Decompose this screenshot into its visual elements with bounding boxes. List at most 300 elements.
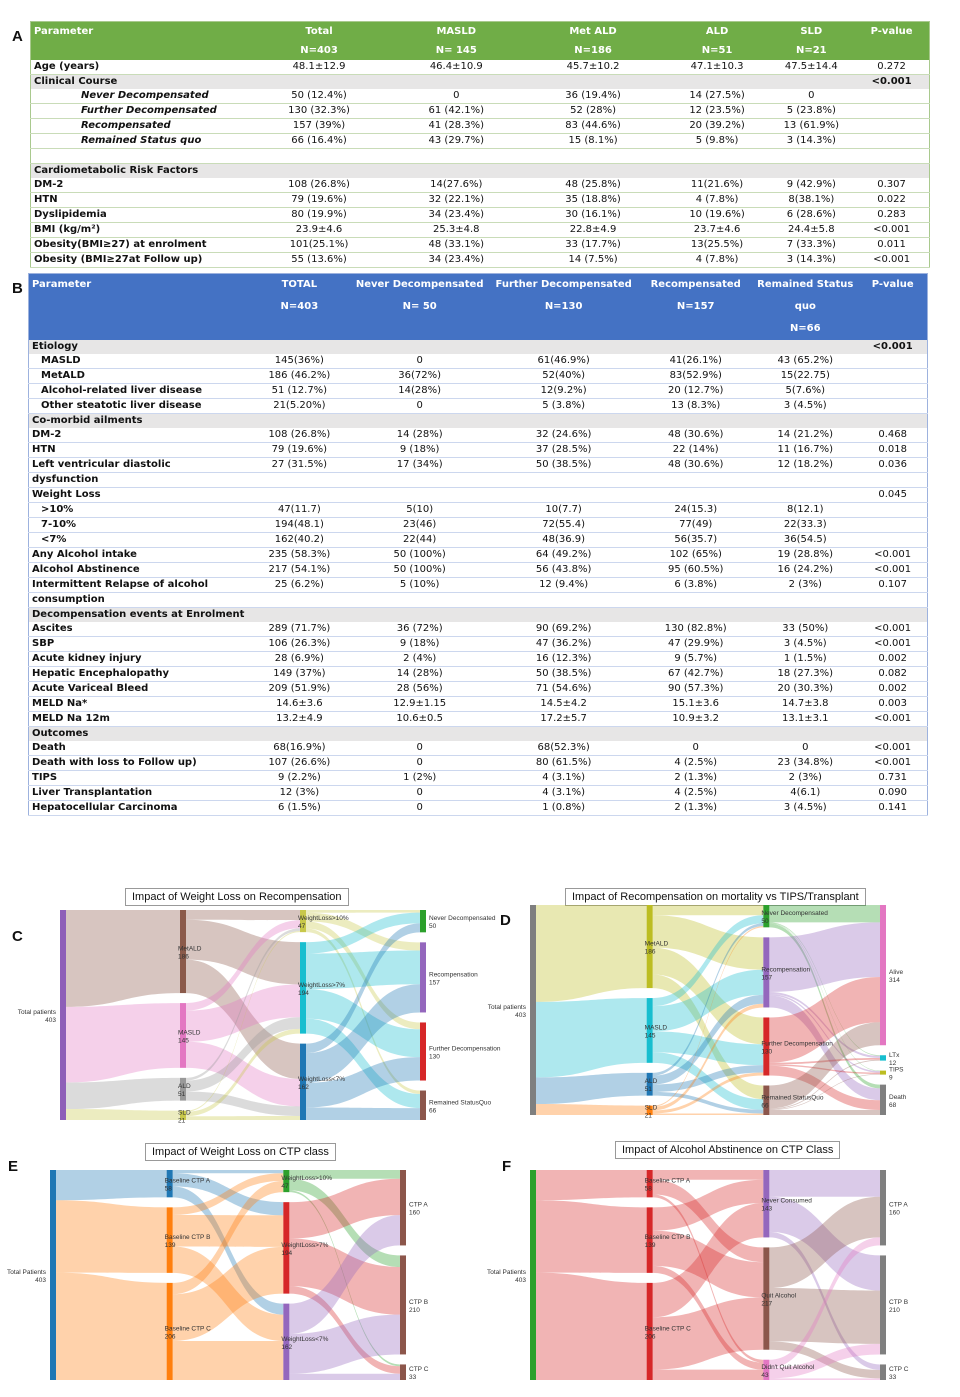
- sankey-link: [653, 1113, 764, 1115]
- sankey-node-value: 9: [889, 1074, 893, 1082]
- cell-value: 8(38.1%): [768, 193, 854, 208]
- header-cell: N=21: [768, 41, 854, 60]
- sankey-node-label: WeightLoss>7%: [281, 1241, 329, 1249]
- cell-value: 50 (100%): [351, 548, 488, 563]
- sankey-node-value: 194: [298, 989, 309, 997]
- sankey-node-label: Never Decompensated: [429, 915, 496, 923]
- cell-value: 5 (3.8%): [488, 399, 639, 414]
- cell-value: 0.002: [858, 652, 927, 667]
- sankey-node: [880, 1170, 886, 1245]
- sankey-link: [56, 1200, 167, 1273]
- sankey-node-value: 194: [281, 1249, 293, 1257]
- table-row: [29, 369, 928, 384]
- cell-value: 130 (82.8%): [639, 622, 752, 637]
- cell-value: 14.7±3.8: [752, 697, 858, 712]
- cell-value: [854, 89, 929, 104]
- cell-value: <0.001: [858, 741, 927, 756]
- header-cell: P-value: [854, 22, 929, 42]
- sankey-node: [420, 942, 426, 1012]
- sankey-link: [289, 1374, 400, 1380]
- cell-value: 50 (12.4%): [246, 89, 392, 104]
- header-cell: SLD: [768, 22, 854, 42]
- sankey-node-label: Further Decompensation: [429, 1045, 501, 1053]
- cell-value: 0: [351, 801, 488, 816]
- row-label: Clinical Course: [31, 75, 246, 90]
- cell-value: 12 (9.4%): [488, 578, 639, 593]
- cell-value: 6 (1.5%): [247, 801, 351, 816]
- sankey-link: [536, 1273, 647, 1380]
- sankey-node-label: CTP B: [409, 1298, 429, 1306]
- cell-value: [392, 149, 520, 164]
- row-label: Any Alcohol intake: [29, 548, 248, 563]
- cell-value: [246, 75, 392, 90]
- header-cell: Parameter: [31, 22, 246, 42]
- cell-value: [854, 164, 929, 179]
- cell-value: 47 (36.2%): [488, 637, 639, 652]
- cell-value: 50 (100%): [351, 563, 488, 578]
- cell-value: 3 (4.5%): [752, 399, 858, 414]
- table-row: [29, 727, 928, 742]
- sankey-title: Impact of Weight Loss on Recompensation: [125, 888, 349, 906]
- sankey-link: [186, 1116, 300, 1120]
- cell-value: [247, 488, 351, 503]
- row-label: Outcomes: [29, 727, 248, 742]
- sankey-node-value: 403: [35, 1277, 46, 1284]
- sankey-title: Impact of Recompensation on mortality vs TIPS/Transplant: [565, 888, 866, 906]
- sankey-node-label: CTP B: [889, 1298, 909, 1306]
- row-label: Never Decompensated: [31, 89, 246, 104]
- cell-value: [752, 488, 858, 503]
- cell-value: [520, 164, 665, 179]
- cell-value: 20 (30.3%): [752, 682, 858, 697]
- cell-value: [247, 473, 351, 488]
- sankey-node-label: MASLD: [178, 1029, 201, 1037]
- cell-value: 0.468: [858, 428, 927, 443]
- cell-value: [351, 473, 488, 488]
- sankey-link: [536, 1104, 647, 1115]
- cell-value: [488, 473, 639, 488]
- header-cell: N=66: [752, 318, 858, 340]
- cell-value: [752, 727, 858, 742]
- table-row: [31, 164, 930, 179]
- sankey-link: [769, 1378, 880, 1380]
- cell-value: 14.5±4.2: [488, 697, 639, 712]
- cell-value: 10.9±3.2: [639, 712, 752, 727]
- sankey-node-value: 314: [889, 977, 900, 985]
- row-label: Ascites: [29, 622, 248, 637]
- sankey-node-value: 21: [178, 1117, 186, 1125]
- row-label: MetALD: [29, 369, 248, 384]
- cell-value: 4 (2.5%): [639, 756, 752, 771]
- row-label: 7-10%: [29, 518, 248, 533]
- header-cell: ALD: [666, 22, 769, 42]
- cell-value: 1 (1.5%): [752, 652, 858, 667]
- sankey-node-label: CTP C: [409, 1366, 429, 1374]
- cell-value: 23.9±4.6: [246, 223, 392, 238]
- sankey-node-value: 186: [178, 953, 189, 961]
- header-cell: [29, 318, 248, 340]
- table-header-row: [31, 41, 930, 60]
- header-cell: N=157: [639, 296, 752, 318]
- cell-value: 1 (0.8%): [488, 801, 639, 816]
- cell-value: 3 (14.3%): [768, 253, 854, 268]
- cell-value: [392, 164, 520, 179]
- table-row: [29, 518, 928, 533]
- cell-value: 68(52.3%): [488, 741, 639, 756]
- cell-value: 0.045: [858, 488, 927, 503]
- sankey-link: [306, 1107, 420, 1120]
- header-cell: [31, 41, 246, 60]
- cell-value: 71 (54.6%): [488, 682, 639, 697]
- sankey-node: [880, 1055, 886, 1060]
- cell-value: 186 (46.2%): [247, 369, 351, 384]
- cell-value: 14.6±3.6: [247, 697, 351, 712]
- row-label: consumption: [29, 593, 248, 608]
- cell-value: 61(46.9%): [488, 354, 639, 369]
- sankey-link: [56, 1273, 167, 1380]
- cell-value: 130 (32.3%): [246, 104, 392, 119]
- cell-value: [488, 488, 639, 503]
- cell-value: [858, 473, 927, 488]
- cell-value: [247, 727, 351, 742]
- cell-value: [639, 473, 752, 488]
- cell-value: 33 (50%): [752, 622, 858, 637]
- row-label: DM-2: [31, 178, 246, 193]
- cell-value: 43 (29.7%): [392, 134, 520, 149]
- header-cell: N=186: [520, 41, 665, 60]
- cell-value: 9 (42.9%): [768, 178, 854, 193]
- sankey-node: [880, 1364, 886, 1380]
- cell-value: <0.001: [858, 637, 927, 652]
- cell-value: [768, 149, 854, 164]
- header-cell: Total: [246, 22, 392, 42]
- cell-value: 289 (71.7%): [247, 622, 351, 637]
- table-row: [29, 354, 928, 369]
- cell-value: [639, 608, 752, 623]
- cell-value: 36(72%): [351, 369, 488, 384]
- sankey-link: [769, 1170, 880, 1197]
- cell-value: 235 (58.3%): [247, 548, 351, 563]
- sankey-node-label: WeightLoss>10%: [298, 915, 349, 923]
- cell-value: [666, 75, 769, 90]
- cell-value: [351, 593, 488, 608]
- row-label: Cardiometabolic Risk Factors: [31, 164, 246, 179]
- cell-value: 2 (1.3%): [639, 771, 752, 786]
- sankey-node: [400, 1170, 406, 1245]
- sankey-node-value: 162: [281, 1343, 293, 1351]
- cell-value: 9 (2.2%): [247, 771, 351, 786]
- sankey-node-label: Didn't Quit Alcohol: [761, 1363, 815, 1371]
- cell-value: 2 (3%): [752, 771, 858, 786]
- table-row: [29, 756, 928, 771]
- cell-value: 25 (6.2%): [247, 578, 351, 593]
- cell-value: [752, 414, 858, 429]
- cell-value: 47(11.7): [247, 503, 351, 518]
- sankey-node: [420, 1091, 426, 1120]
- cell-value: 13 (61.9%): [768, 119, 854, 134]
- table-row: [31, 238, 930, 253]
- cell-value: 72(55.4): [488, 518, 639, 533]
- cell-value: 77(49): [639, 518, 752, 533]
- header-cell: [247, 318, 351, 340]
- cell-value: 4 (7.8%): [666, 193, 769, 208]
- cell-value: [247, 340, 351, 354]
- table-row: [29, 399, 928, 414]
- cell-value: <0.001: [858, 340, 927, 354]
- cell-value: 3 (14.3%): [768, 134, 854, 149]
- sankey-node: [530, 905, 536, 1115]
- sankey-node-label: Recompensation: [761, 966, 811, 974]
- cell-value: 43 (65.2%): [752, 354, 858, 369]
- cell-value: [639, 414, 752, 429]
- cell-value: [768, 164, 854, 179]
- sankey-node: [400, 1255, 406, 1354]
- sankey-node-label: Death: [889, 1093, 907, 1101]
- header-cell: N=51: [666, 41, 769, 60]
- sankey-node-label: Baseline CTP C: [164, 1325, 211, 1333]
- cell-value: 4 (3.1%): [488, 786, 639, 801]
- header-cell: Parameter: [29, 274, 248, 297]
- row-label: HTN: [31, 193, 246, 208]
- sankey-node-label: LTx: [889, 1051, 900, 1059]
- cell-value: 32 (24.6%): [488, 428, 639, 443]
- cell-value: 1 (2%): [351, 771, 488, 786]
- cell-value: 48 (33.1%): [392, 238, 520, 253]
- cell-value: 7 (33.3%): [768, 238, 854, 253]
- sankey-node-label: Baseline CTP C: [644, 1325, 691, 1333]
- cell-value: [854, 119, 929, 134]
- row-label: <7%: [29, 533, 248, 548]
- cell-value: 0.003: [858, 697, 927, 712]
- cell-value: 16 (12.3%): [488, 652, 639, 667]
- sankey-node-value: 145: [644, 1032, 656, 1040]
- header-cell: Met ALD: [520, 22, 665, 42]
- row-label: Death: [29, 741, 248, 756]
- cell-value: 22.8±4.9: [520, 223, 665, 238]
- sankey-node-label: Recompensation: [429, 971, 478, 979]
- cell-value: 145(36%): [247, 354, 351, 369]
- sankey-node-value: 58: [644, 1185, 652, 1193]
- sankey-title: Impact of Alcohol Abstinence on CTP Class: [615, 1141, 840, 1159]
- cell-value: 14 (28%): [351, 667, 488, 682]
- sankey-node-value: 130: [761, 1048, 773, 1056]
- row-label: Weight Loss: [29, 488, 248, 503]
- sankey-node-value: 160: [889, 1209, 900, 1217]
- cell-value: 217 (54.1%): [247, 563, 351, 578]
- cell-value: [858, 354, 927, 369]
- sankey-link: [66, 1109, 180, 1120]
- cell-value: 0: [351, 786, 488, 801]
- cell-value: 8(12.1): [752, 503, 858, 518]
- sankey-link: [66, 1003, 180, 1082]
- sankey-node-label: CTP C: [889, 1366, 909, 1374]
- cell-value: 41 (28.3%): [392, 119, 520, 134]
- row-label: Liver Transplantation: [29, 786, 248, 801]
- cell-value: 48.1±12.9: [246, 60, 392, 75]
- sankey-node-label: WeightLoss>7%: [298, 981, 346, 989]
- cell-value: 4 (3.1%): [488, 771, 639, 786]
- sankey-node-label: Baseline CTP B: [164, 1234, 211, 1242]
- cell-value: 22 (14%): [639, 443, 752, 458]
- sankey-node-label: Baseline CTP A: [644, 1177, 691, 1185]
- sankey-link: [536, 1170, 647, 1200]
- cell-value: [854, 104, 929, 119]
- cell-value: 48 (30.6%): [639, 458, 752, 473]
- cell-value: 20 (39.2%): [666, 119, 769, 134]
- header-cell: [858, 318, 927, 340]
- cell-value: 0.283: [854, 208, 929, 223]
- cell-value: [854, 149, 929, 164]
- table-header-row: [29, 318, 928, 340]
- cell-value: 0.141: [858, 801, 927, 816]
- cell-value: 12(9.2%): [488, 384, 639, 399]
- cell-value: [854, 134, 929, 149]
- table-row: [29, 771, 928, 786]
- sankey-node: [880, 905, 886, 1045]
- row-label: Hepatocellular Carcinoma: [29, 801, 248, 816]
- cell-value: 2 (4%): [351, 652, 488, 667]
- sankey-link: [653, 905, 764, 915]
- sankey-node-value: 43: [761, 1371, 769, 1379]
- cell-value: 2 (1.3%): [639, 801, 752, 816]
- panel-d-letter: D: [500, 912, 511, 929]
- table-row: [31, 178, 930, 193]
- cell-value: 56 (43.8%): [488, 563, 639, 578]
- sankey-node-label: MetALD: [644, 940, 669, 948]
- cell-value: [752, 473, 858, 488]
- cell-value: [768, 75, 854, 90]
- row-label: Age (years): [31, 60, 246, 75]
- cell-value: <0.001: [858, 712, 927, 727]
- cell-value: 4(6.1): [752, 786, 858, 801]
- cell-value: [752, 593, 858, 608]
- table-row: [29, 428, 928, 443]
- cell-value: 36 (72%): [351, 622, 488, 637]
- cell-value: 9 (18%): [351, 637, 488, 652]
- sankey-node-value: 68: [889, 1101, 897, 1109]
- sankey-node-label: WeightLoss>10%: [281, 1175, 332, 1183]
- row-label: dysfunction: [29, 473, 248, 488]
- sankey-node-value: 139: [164, 1242, 176, 1250]
- sankey-node-value: 139: [644, 1242, 656, 1250]
- sankey-node-label: Total Patients: [486, 1269, 526, 1276]
- table-row: [31, 60, 930, 75]
- sankey-node-label: Baseline CTP A: [164, 1177, 211, 1185]
- cell-value: [858, 518, 927, 533]
- row-label: [31, 149, 246, 164]
- cell-value: [246, 149, 392, 164]
- cell-value: 0.022: [854, 193, 929, 208]
- cell-value: 9 (5.7%): [639, 652, 752, 667]
- sankey-node-value: 145: [178, 1037, 189, 1045]
- table-row: [31, 104, 930, 119]
- row-label: Intermittent Relapse of alcohol: [29, 578, 248, 593]
- sankey-link: [306, 910, 420, 913]
- sankey-link: [56, 1170, 167, 1200]
- panel-c-letter: C: [12, 928, 23, 945]
- cell-value: 0: [351, 354, 488, 369]
- sankey-node-value: 143: [761, 1205, 773, 1213]
- row-label: Further Decompensated: [31, 104, 246, 119]
- cell-value: 149 (37%): [247, 667, 351, 682]
- cell-value: 6 (28.6%): [768, 208, 854, 223]
- cell-value: 108 (26.8%): [246, 178, 392, 193]
- cell-value: 11(21.6%): [666, 178, 769, 193]
- cell-value: 21(5.20%): [247, 399, 351, 414]
- sankey-node-value: 210: [889, 1306, 900, 1314]
- panel-a-letter: A: [12, 28, 23, 45]
- sankey-node-label: Remained StatusQuo: [429, 1099, 492, 1107]
- header-cell: Recompensated: [639, 274, 752, 297]
- sankey-node-value: 12: [889, 1059, 897, 1067]
- cell-value: 33 (17.7%): [520, 238, 665, 253]
- cell-value: 0.036: [858, 458, 927, 473]
- cell-value: 162(40.2): [247, 533, 351, 548]
- cell-value: [639, 593, 752, 608]
- clinical-course-table: [28, 273, 928, 816]
- row-label: Decompensation events at Enrolment: [29, 608, 248, 623]
- cell-value: [247, 593, 351, 608]
- table-row: [29, 473, 928, 488]
- cell-value: 16 (24.2%): [752, 563, 858, 578]
- cell-value: 0: [768, 89, 854, 104]
- sankey-node-value: 157: [429, 979, 440, 987]
- sankey-node: [60, 910, 66, 1120]
- cell-value: 15 (8.1%): [520, 134, 665, 149]
- cell-value: 18 (27.3%): [752, 667, 858, 682]
- row-label: Death with loss to Follow up): [29, 756, 248, 771]
- table-row: [29, 414, 928, 429]
- sankey-link: [186, 910, 300, 920]
- table-row: [31, 193, 930, 208]
- baseline-etiology-table: [30, 21, 930, 268]
- row-label: Recompensated: [31, 119, 246, 134]
- cell-value: 23 (34.8%): [752, 756, 858, 771]
- sankey-node-label: SLD: [178, 1109, 191, 1117]
- table-row: [29, 697, 928, 712]
- cell-value: 30 (16.1%): [520, 208, 665, 223]
- cell-value: 36 (19.4%): [520, 89, 665, 104]
- cell-value: 22(33.3): [752, 518, 858, 533]
- table-row: [29, 622, 928, 637]
- cell-value: 108 (26.8%): [247, 428, 351, 443]
- cell-value: 0.082: [858, 667, 927, 682]
- cell-value: 28 (6.9%): [247, 652, 351, 667]
- cell-value: 0: [392, 89, 520, 104]
- cell-value: [488, 593, 639, 608]
- table-row: [29, 384, 928, 399]
- cell-value: 79 (19.6%): [247, 443, 351, 458]
- cell-value: [858, 727, 927, 742]
- table-row: [29, 548, 928, 563]
- table-row: [29, 443, 928, 458]
- sankey-node-value: 186: [644, 948, 656, 956]
- row-label: Acute kidney injury: [29, 652, 248, 667]
- cell-value: 68(16.9%): [247, 741, 351, 756]
- sankey-node-label: TIPS: [889, 1066, 904, 1074]
- cell-value: 14(27.6%): [392, 178, 520, 193]
- sankey-node-value: 66: [429, 1107, 437, 1115]
- cell-value: [858, 608, 927, 623]
- sankey-node-label: Never Decompensated: [761, 910, 828, 918]
- table-row: [29, 801, 928, 816]
- cell-value: 15(22.75): [752, 369, 858, 384]
- cell-value: 79 (19.6%): [246, 193, 392, 208]
- cell-value: 23.7±4.6: [666, 223, 769, 238]
- cell-value: 0: [639, 741, 752, 756]
- table-row: [29, 488, 928, 503]
- sankey-node-value: 51: [178, 1091, 186, 1099]
